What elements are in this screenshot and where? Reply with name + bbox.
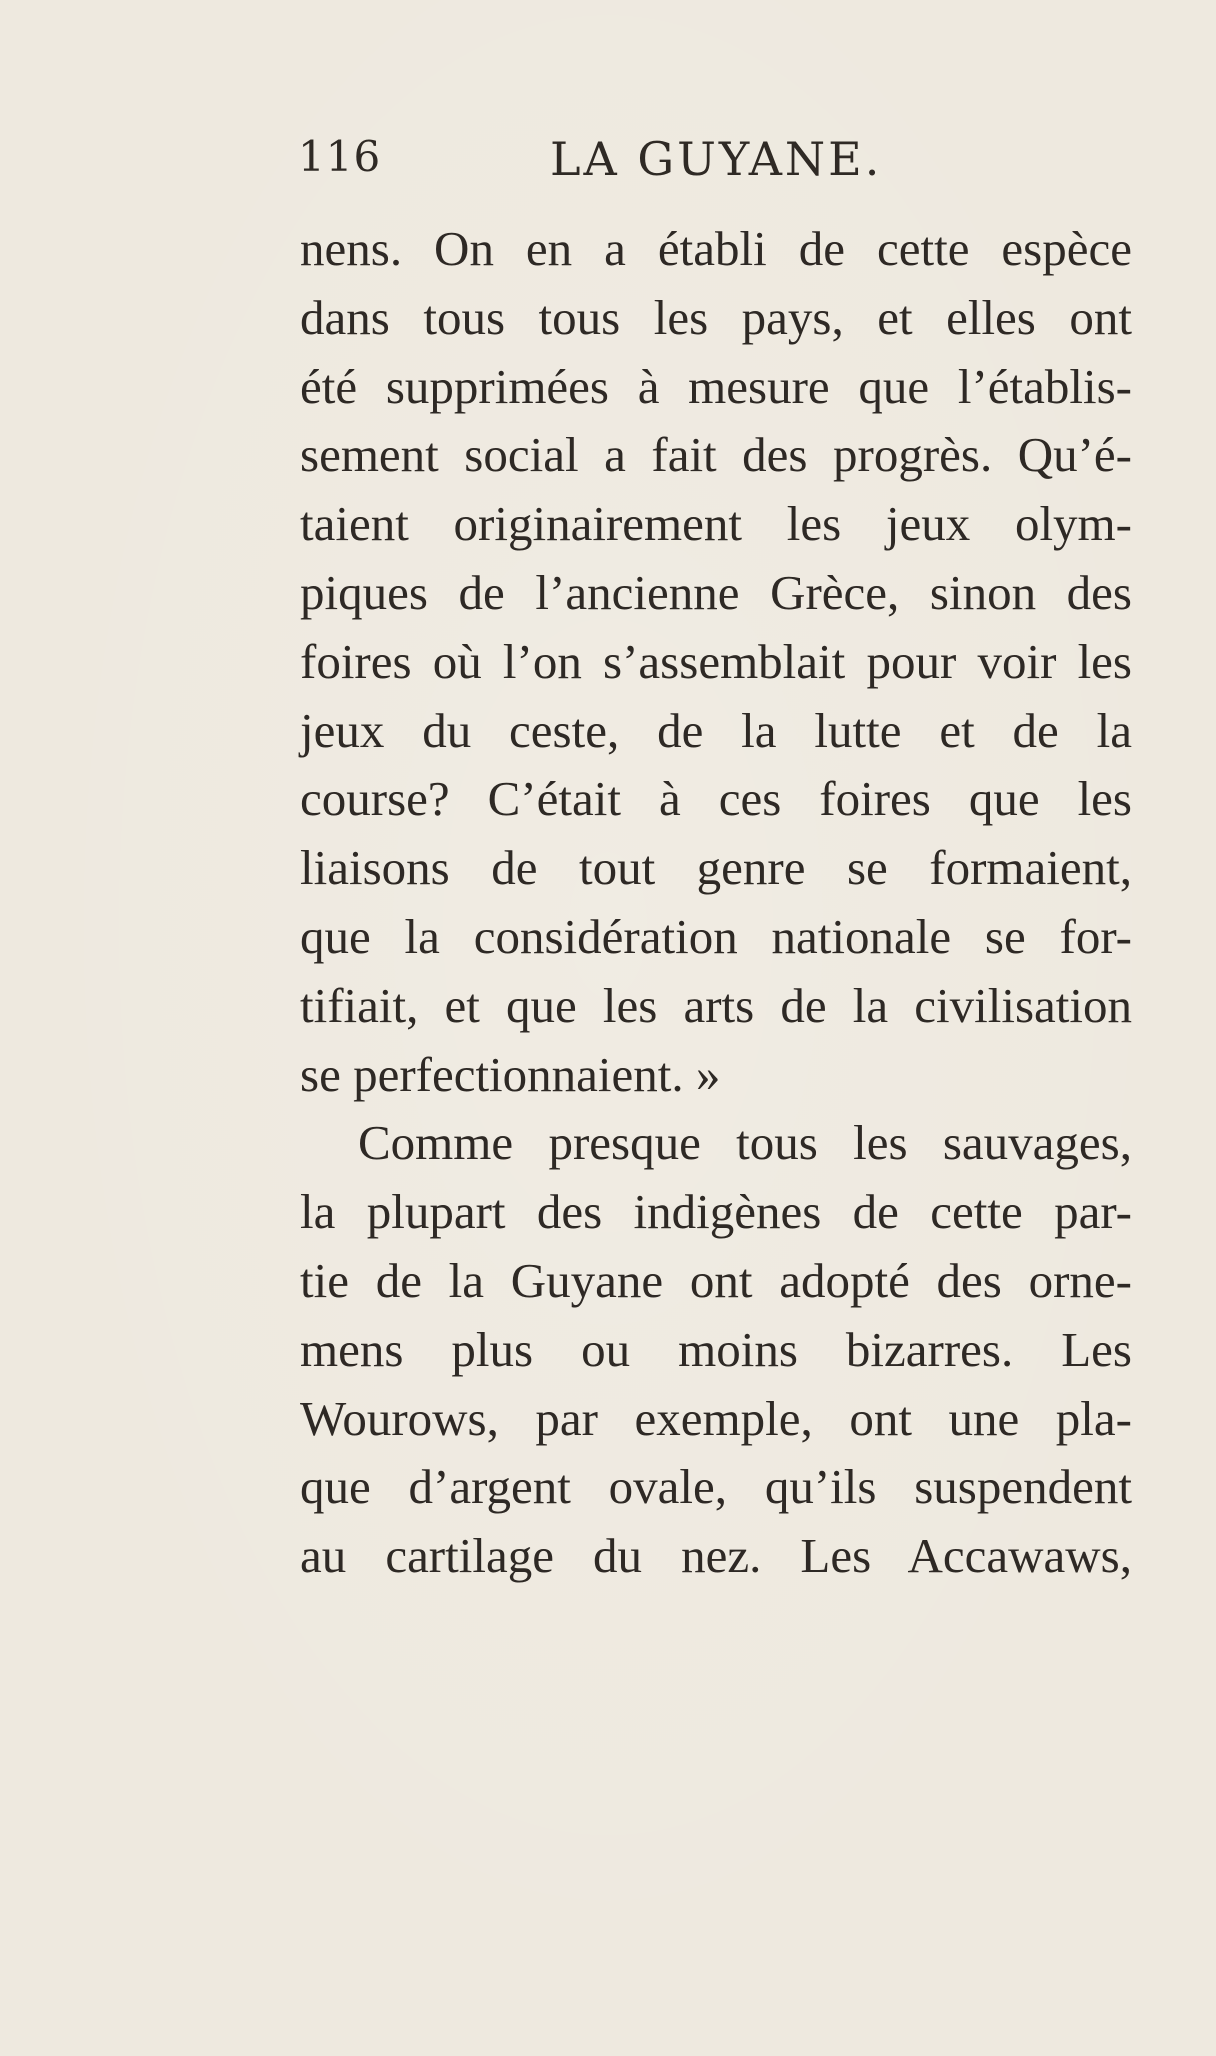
text-line: nens. On en a établi de cette espèce <box>300 221 1132 276</box>
text-line: sement social a fait des progrès. Qu’é- <box>300 427 1132 483</box>
page-header <box>298 132 1134 192</box>
text-line: que la considération nationale se for- <box>300 908 1132 964</box>
text-line: foires où l’on s’assemblait pour voir les <box>300 633 1132 689</box>
text-line: au cartilage du nez. Les Accawaws, <box>300 1528 1132 1584</box>
text-line: course? C’était à ces foires que les <box>300 771 1132 827</box>
text-line: liaisons de tout genre se formaient, <box>300 840 1132 896</box>
paragraph-start-line: Comme presque tous les sauvages, <box>358 1115 1132 1171</box>
text-line: tie de la Guyane ont adopté des orne- <box>300 1252 1132 1308</box>
page-number: 116 <box>298 132 382 181</box>
text-line: été supprimées à mesure que l’établis- <box>300 358 1132 414</box>
text-line: se perfectionnaient. » <box>300 1046 721 1102</box>
body-text <box>300 215 1132 1591</box>
text-line: la plupart des indigènes de cette par- <box>300 1184 1132 1240</box>
text-line: taient originairement les jeux olym- <box>300 496 1132 552</box>
text-line: dans tous tous les pays, et elles ont <box>300 289 1132 345</box>
text-line: jeux du ceste, de la lutte et de la <box>300 702 1132 758</box>
text-line: mens plus ou moins bizarres. Les <box>300 1321 1132 1377</box>
text-line: Wourows, par exemple, ont une pla- <box>300 1390 1132 1446</box>
text-line: piques de l’ancienne Grèce, sinon des <box>300 564 1132 620</box>
running-head: LA GUYANE. <box>550 132 883 186</box>
text-line: que d’argent ovale, qu’ils suspendent <box>300 1459 1132 1515</box>
text-line: tifiait, et que les arts de la civilisation <box>300 977 1132 1033</box>
